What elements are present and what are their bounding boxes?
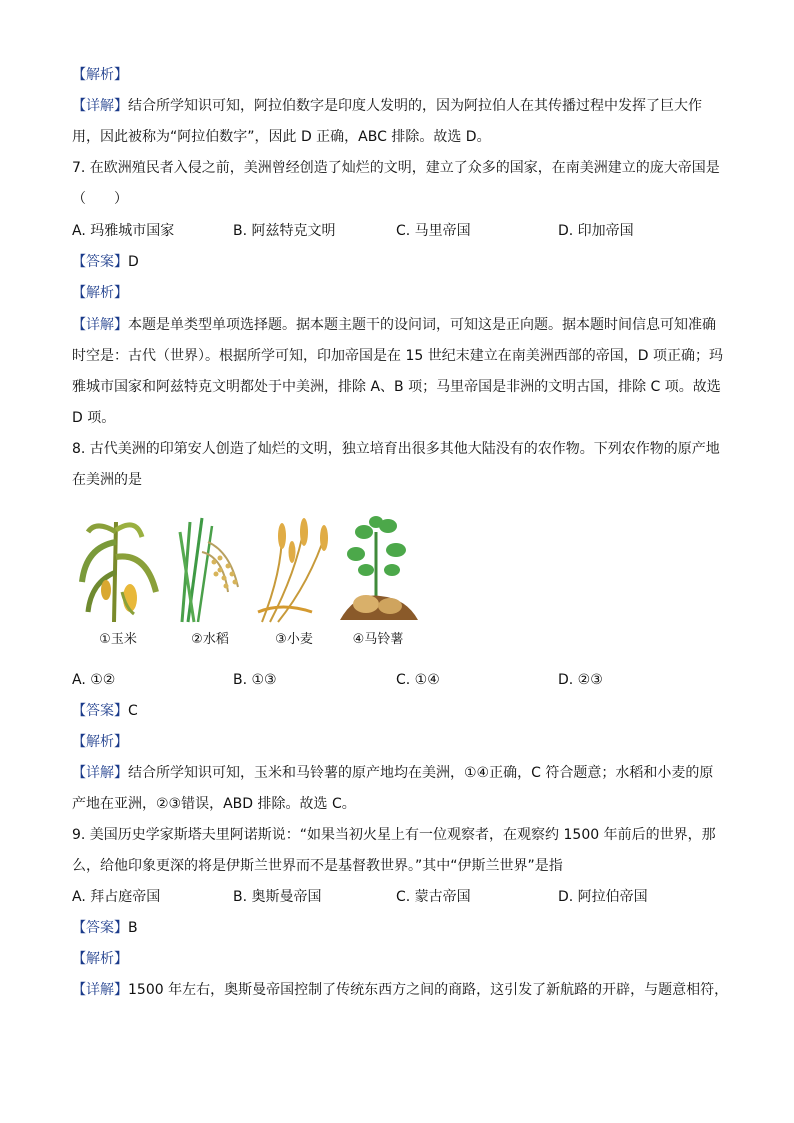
q8-stem-line-1: 8. 古代美洲的印第安人创造了灿烂的文明，独立培育出很多其他大陆没有的农作物。下列农作物的原产地 (72, 441, 720, 457)
q8-jiexi-heading: 【解析】 (72, 734, 128, 750)
q7-options (72, 218, 722, 245)
q7-option-d: D. 印加帝国 (558, 223, 634, 239)
q7-explanation-line-1: 【详解】本题是单类型单项选择题。据本题主题干的设问词，可知这是正向题。据本题时间信息可知准确 (72, 317, 716, 333)
q8-option-b: B. ①③ (233, 672, 277, 688)
crop-figures (72, 512, 432, 662)
wheat-figure (252, 512, 336, 662)
q9-explanation-line-1: 【详解】1500 年左右，奥斯曼帝国控制了传统东西方之间的商路，这引发了新航路的开辟，与题意相符， (72, 982, 729, 998)
q6-explanation-line-2: 用，因此被称为“阿拉伯数字”，因此 D 正确，ABC 排除。故选 D。 (72, 129, 491, 145)
rice-caption: ②水稻 (191, 632, 229, 647)
q9-jiexi-heading: 【解析】 (72, 951, 128, 967)
q7-option-c: C. 马里帝国 (396, 223, 471, 239)
wheat-illustration-icon (252, 512, 336, 624)
q8-explanation-line-1: 【详解】结合所学知识可知，玉米和马铃薯的原产地均在美洲，①④正确，C 符合题意；水稻和小麦的原 (72, 765, 714, 781)
q6-jiexi-heading: 【解析】 (72, 67, 128, 83)
q8-option-c: C. ①④ (396, 672, 440, 688)
q7-explanation-line-4: D 项。 (72, 410, 116, 426)
q6-explanation-line-1: 【详解】结合所学知识可知，阿拉伯数字是印度人发明的，因为阿拉伯人在其传播过程中发挥了巨大作 (72, 98, 702, 114)
potato-illustration-icon (336, 512, 420, 624)
q7-explanation-line-2: 时空是：古代（世界）。根据所学可知，印加帝国是在 15 世纪末建立在南美洲西部的帝国，D 项正确；玛 (72, 348, 723, 364)
q7-option-a: A. 玛雅城市国家 (72, 223, 175, 239)
q9-options (72, 884, 722, 911)
rice-illustration-icon (168, 512, 252, 624)
q9-option-c: C. 蒙古帝国 (396, 889, 471, 905)
q7-stem-line-1: 7. 在欧洲殖民者入侵之前，美洲曾经创造了灿烂的文明，建立了众多的国家，在南美洲建立的庞大帝国是 (72, 160, 720, 176)
q8-option-d: D. ②③ (558, 672, 603, 688)
potato-figure (336, 512, 420, 662)
wheat-caption: ③小麦 (275, 632, 313, 647)
q9-answer: 【答案】B (72, 920, 138, 936)
rice-figure (168, 512, 252, 662)
corn-illustration-icon (76, 512, 160, 624)
q9-option-a: A. 拜占庭帝国 (72, 889, 161, 905)
corn-caption: ①玉米 (99, 632, 137, 647)
q8-answer: 【答案】C (72, 703, 138, 719)
potato-caption: ④马铃薯 (352, 632, 404, 647)
q8-options (72, 667, 722, 694)
q7-jiexi-heading: 【解析】 (72, 285, 128, 301)
q9-option-b: B. 奥斯曼帝国 (233, 889, 322, 905)
q7-answer: 【答案】D (72, 254, 139, 270)
q8-option-a: A. ①② (72, 672, 116, 688)
q9-stem-line-2: 么，给他印象更深的将是伊斯兰世界而不是基督教世界。”其中“伊斯兰世界”是指 (72, 858, 563, 874)
q8-stem-line-2: 在美洲的是 (72, 472, 142, 488)
corn-figure (76, 512, 160, 662)
q7-option-b: B. 阿兹特克文明 (233, 223, 336, 239)
q9-option-d: D. 阿拉伯帝国 (558, 889, 648, 905)
q7-explanation-line-3: 雅城市国家和阿兹特克文明都处于中美洲，排除 A、B 项；马里帝国是非洲的文明古国，排除 C 项。故选 (72, 379, 721, 395)
q7-stem-line-2: （ ） (72, 191, 128, 207)
q8-explanation-line-2: 产地在亚洲，②③错误，ABD 排除。故选 C。 (72, 796, 356, 812)
q9-stem-line-1: 9. 美国历史学家斯塔夫里阿诺斯说：“如果当初火星上有一位观察者，在观察约 1500 年前后的世界，那 (72, 827, 716, 843)
